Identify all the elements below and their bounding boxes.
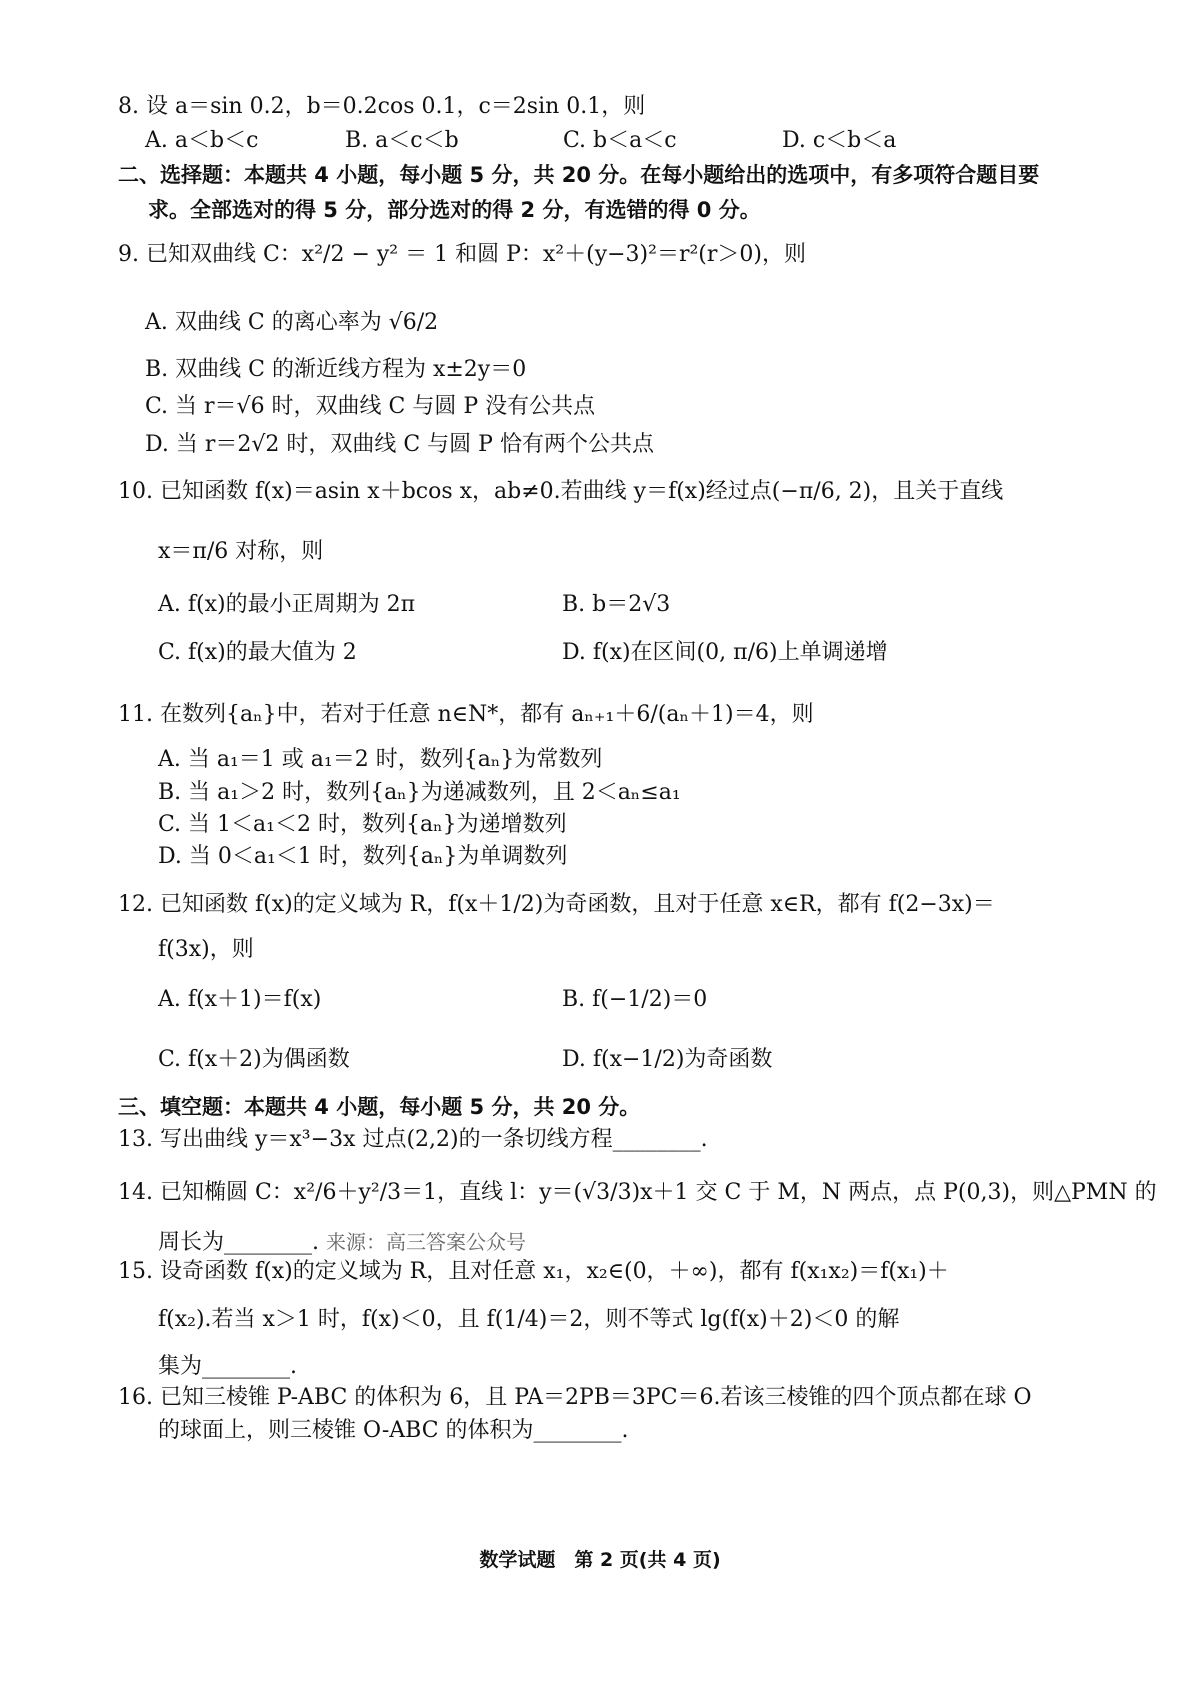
q10-stem-line2: x＝π/6 对称，则 <box>158 539 324 564</box>
q10-option-a: A. f(x)的最小正周期为 2π <box>158 592 416 617</box>
q12-option-b: B. f(−1/2)＝0 <box>562 987 708 1012</box>
q9-stem: 9. 已知双曲线 C：x²/2 − y² ＝ 1 和圆 P：x²＋(y−3)²＝r²(r＞0)，则 <box>118 242 806 267</box>
q11-option-a: A. 当 a₁＝1 或 a₁＝2 时，数列{aₙ}为常数列 <box>158 747 603 772</box>
q8-option-b: B. a＜c＜b <box>345 128 459 153</box>
q10-option-c: C. f(x)的最大值为 2 <box>158 640 357 665</box>
q11-option-b: B. 当 a₁＞2 时，数列{aₙ}为递减数列，且 2＜aₙ≤a₁ <box>158 780 681 805</box>
q16-line2: 的球面上，则三棱锥 O-ABC 的体积为________. <box>158 1418 629 1443</box>
q12-stem-line2: f(3x)，则 <box>158 937 254 962</box>
q12-stem-line1: 12. 已知函数 f(x)的定义域为 R，f(x＋1/2)为奇函数，且对于任意 x∈R，都有 f(2−3x)＝ <box>118 892 995 917</box>
q12-option-d: D. f(x−1/2)为奇函数 <box>562 1047 773 1072</box>
section3-heading: 三、填空题：本题共 4 小题，每小题 5 分，共 20 分。 <box>118 1095 641 1119</box>
section2-heading-line2: 求。全部选对的得 5 分，部分选对的得 2 分，有选错的得 0 分。 <box>148 198 761 222</box>
q15-line3: 集为________. <box>158 1354 297 1379</box>
q8-option-d: D. c＜b＜a <box>782 128 897 153</box>
q10-option-b: B. b＝2√3 <box>562 592 671 617</box>
q12-option-a: A. f(x＋1)＝f(x) <box>158 987 322 1012</box>
q15-line2: f(x₂).若当 x＞1 时，f(x)＜0，且 f(1/4)＝2，则不等式 lg(f(x)＋2)＜0 的解 <box>158 1307 900 1332</box>
source-watermark: 来源：高三答案公众号 <box>326 1230 526 1254</box>
q8-option-a: A. a＜b＜c <box>145 128 259 153</box>
q14-line2 <box>158 1227 526 1258</box>
page-footer: 数学试题 第 2 页(共 4 页) <box>479 1549 721 1571</box>
q8-option-c: C. b＜a＜c <box>563 128 677 153</box>
q10-option-d: D. f(x)在区间(0, π/6)上单调递增 <box>562 640 888 665</box>
q9-option-d: D. 当 r＝2√2 时，双曲线 C 与圆 P 恰有两个公共点 <box>145 432 654 457</box>
section2-heading-line1: 二、选择题：本题共 4 小题，每小题 5 分，共 20 分。在每小题给出的选项中，有多项符合题目要 <box>118 163 1040 187</box>
q11-option-d: D. 当 0＜a₁＜1 时，数列{aₙ}为单调数列 <box>158 844 568 869</box>
q15-line1: 15. 设奇函数 f(x)的定义域为 R，且对任意 x₁，x₂∈(0，＋∞)，都有 f(x₁x₂)＝f(x₁)＋ <box>118 1259 949 1284</box>
q8-stem: 8. 设 a＝sin 0.2，b＝0.2cos 0.1，c＝2sin 0.1，则 <box>118 94 646 119</box>
q14-line1: 14. 已知椭圆 C：x²/6＋y²/3＝1，直线 l：y＝(√3/3)x＋1 交 C 于 M，N 两点，点 P(0,3)，则△PMN 的 <box>118 1180 1157 1205</box>
q9-option-b: B. 双曲线 C 的渐近线方程为 x±2y＝0 <box>145 357 527 382</box>
q16-line1: 16. 已知三棱锥 P-ABC 的体积为 6，且 PA＝2PB＝3PC＝6.若该三棱锥的四个顶点都在球 O <box>118 1385 1032 1410</box>
q9-option-a: A. 双曲线 C 的离心率为 √6/2 <box>145 310 439 335</box>
q11-stem: 11. 在数列{aₙ}中，若对于任意 n∈N*，都有 aₙ₊₁＋6/(aₙ＋1)＝4，则 <box>118 702 814 727</box>
q12-option-c: C. f(x＋2)为偶函数 <box>158 1047 350 1072</box>
q9-option-c: C. 当 r＝√6 时，双曲线 C 与圆 P 没有公共点 <box>145 394 596 419</box>
q14-line2-text: 周长为________. <box>158 1230 319 1255</box>
q10-stem-line1: 10. 已知函数 f(x)＝asin x＋bcos x，ab≠0.若曲线 y＝f(x)经过点(−π/6, 2)，且关于直线 <box>118 479 1004 504</box>
q11-option-c: C. 当 1＜a₁＜2 时，数列{aₙ}为递增数列 <box>158 812 567 837</box>
q13-text: 13. 写出曲线 y＝x³−3x 过点(2,2)的一条切线方程________. <box>118 1127 708 1152</box>
